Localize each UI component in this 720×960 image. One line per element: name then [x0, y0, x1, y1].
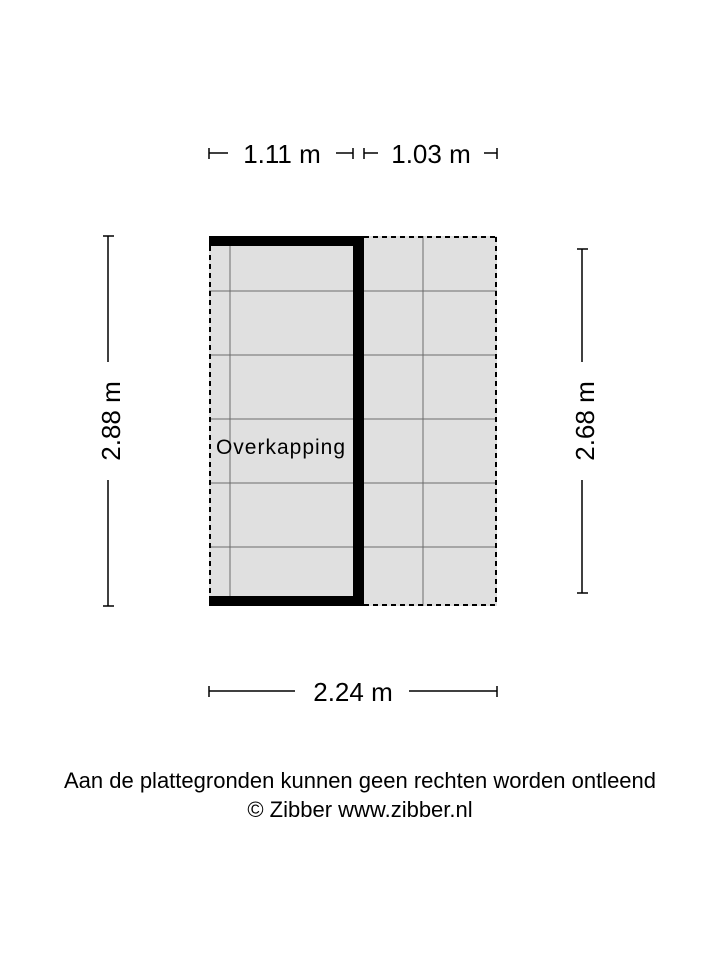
wall-right: [353, 236, 364, 606]
dimension-bottom: 2.24 m: [313, 677, 393, 707]
copyright-text: © Zibber www.zibber.nl: [247, 797, 473, 822]
dimension-left: 2.88 m: [96, 381, 126, 461]
room-label: Overkapping: [215, 436, 347, 459]
dimension-right: 2.68 m: [570, 381, 600, 461]
dimension-top-left: 1.11 m: [243, 139, 321, 169]
wall-bottom: [209, 596, 364, 606]
dimension-top-right: 1.03 m: [391, 139, 471, 169]
disclaimer-text: Aan de plattegronden kunnen geen rechten worden ontleend: [63, 768, 657, 793]
wall-top: [209, 236, 364, 246]
